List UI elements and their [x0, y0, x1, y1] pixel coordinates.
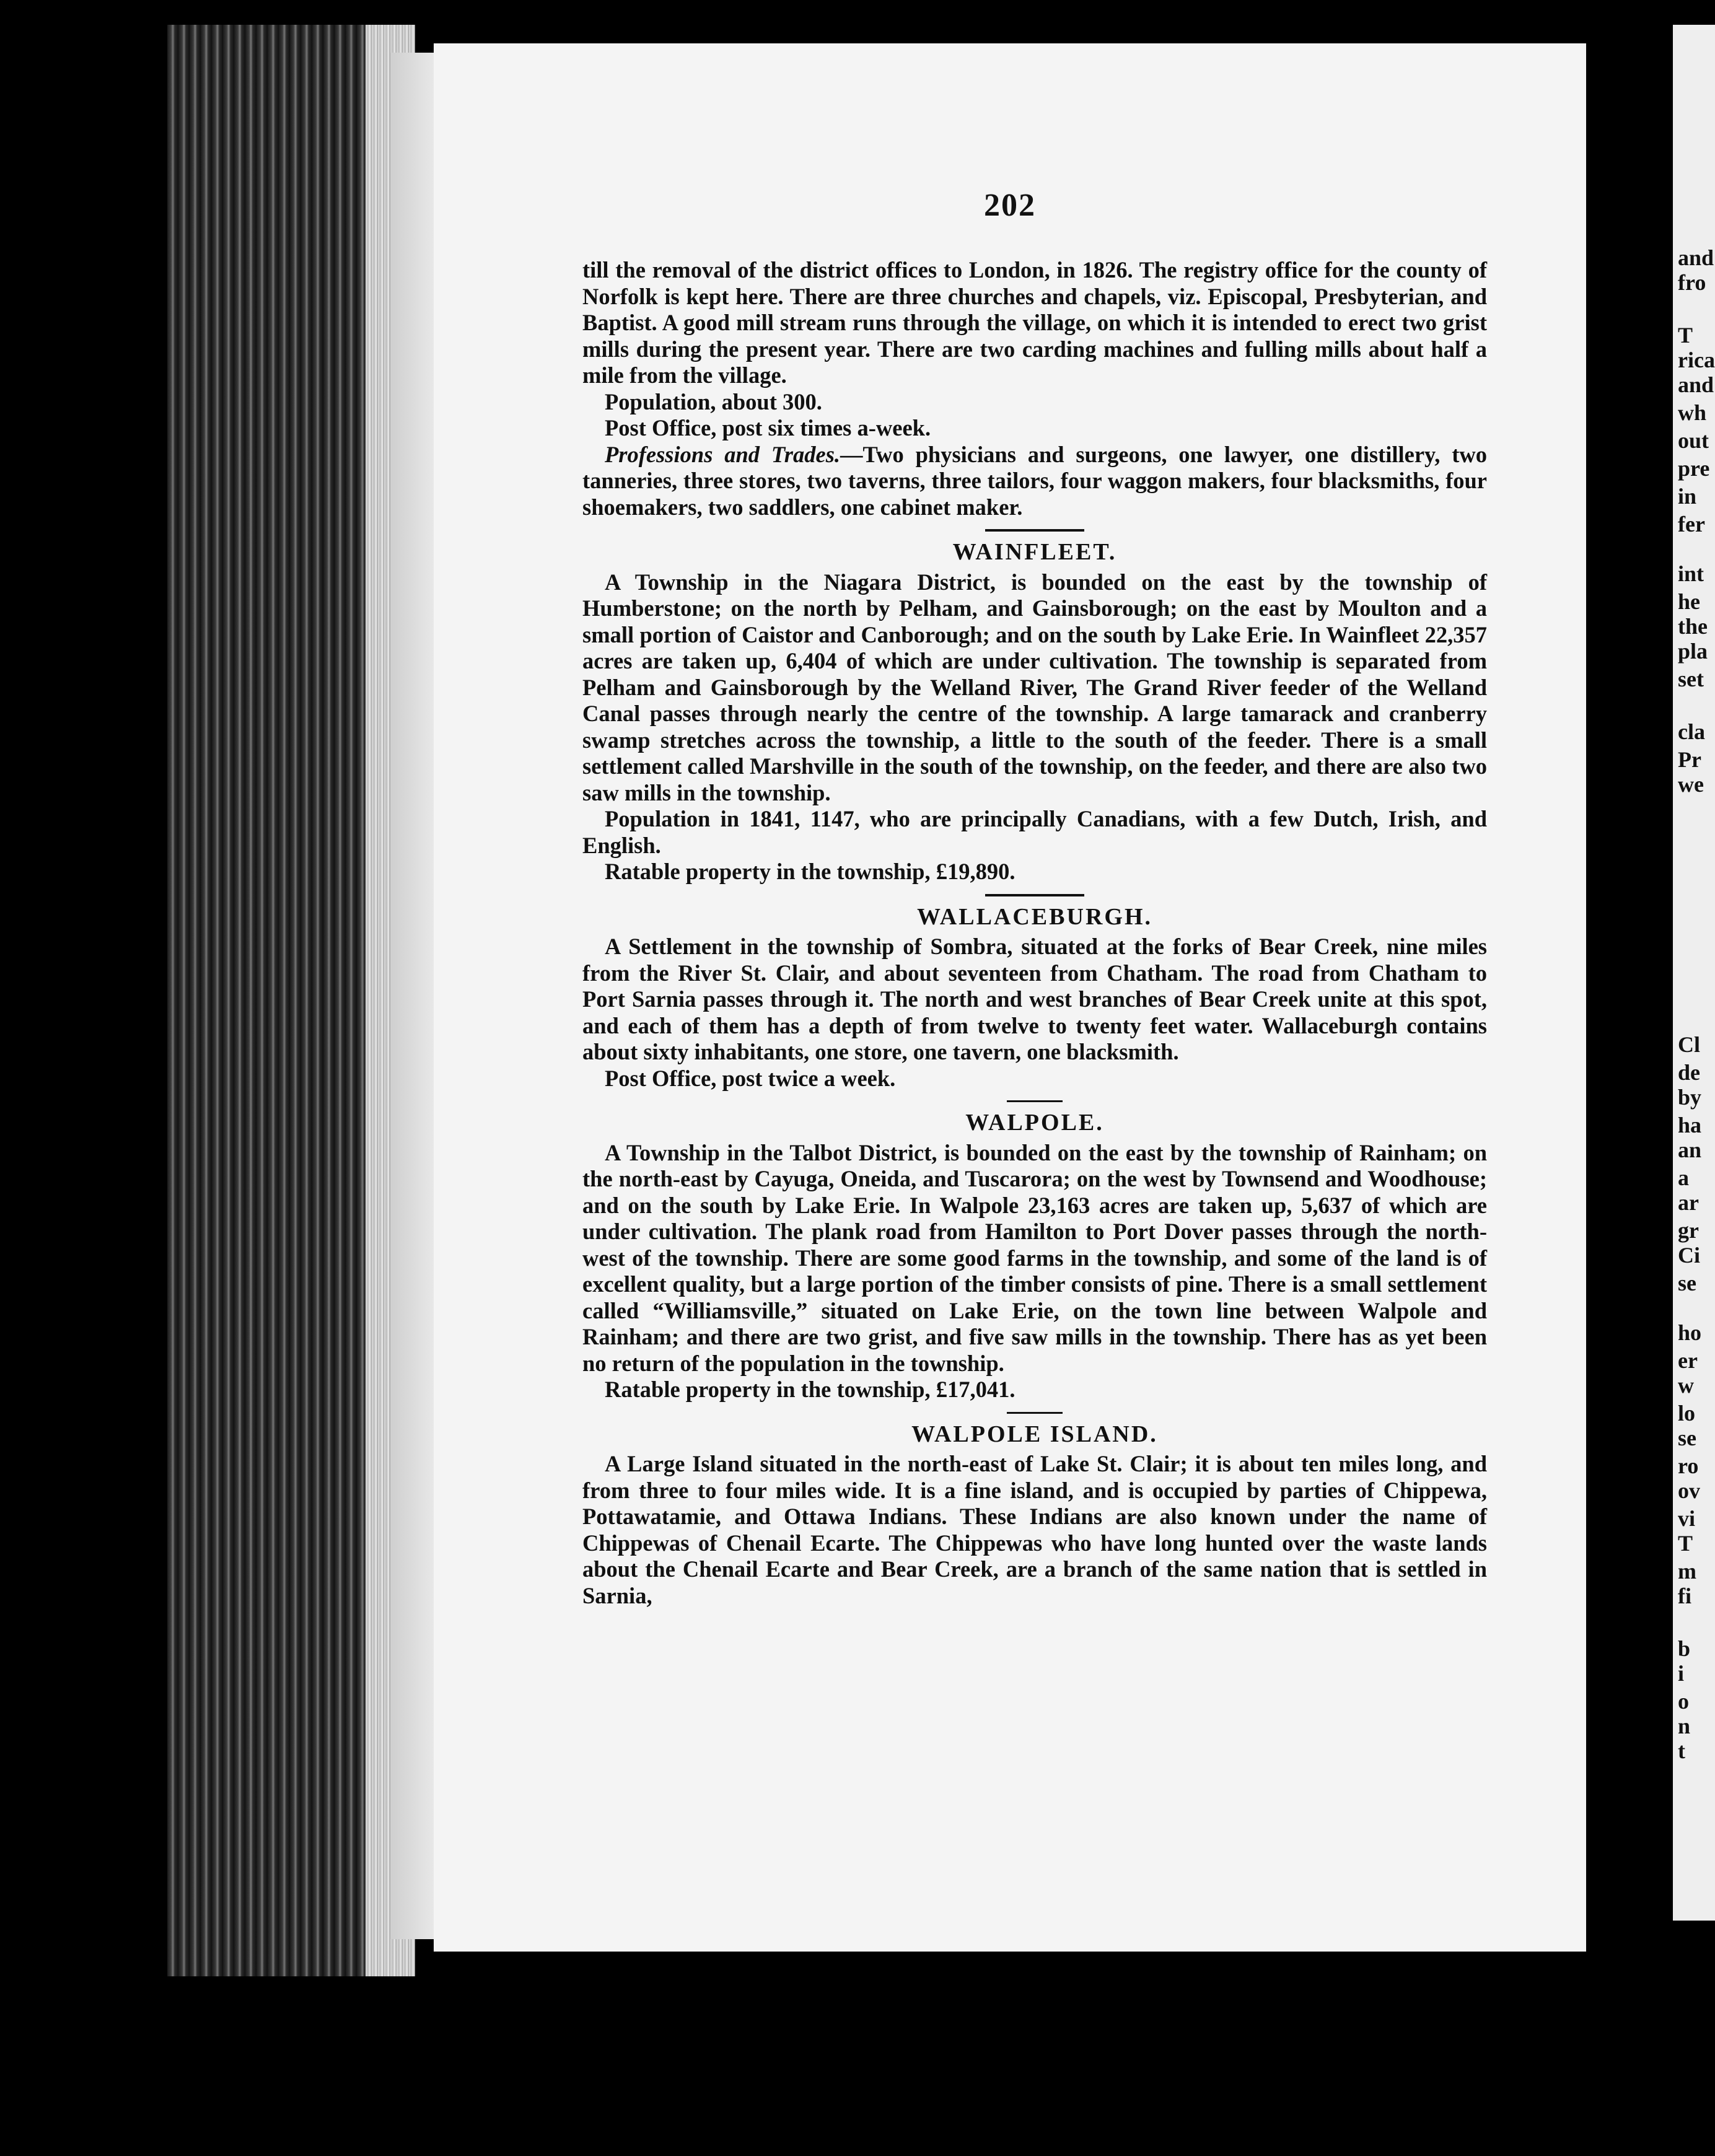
wainfleet-paragraph: A Township in the Niagara District, is bounded on the east by the township of Humberstone; on the north by Pelham, and Gainsborough; on the east by Moulton and a small portion of Caistor and Canborough; and on the south by Lake Erie. In Wainfleet 22,357 acres are taken up, 6,404 of which are under cultivation. The township is separated from Pelham and Gainsborough by the Welland River, The Grand River feeder of the Welland Canal passes through nearly the centre of the township. A large tamarack and cranberry swamp stretches across the township, a little to the south of the feeder. There is a small settlement called Marshville in the south of the township, on the feeder, and there are also two saw mills in the township.	[582, 569, 1487, 805]
facing-page-fragment: in	[1678, 484, 1697, 509]
gutter	[1586, 0, 1673, 2156]
facing-page-fragment: vi	[1678, 1506, 1696, 1531]
facing-page-fragment: pla	[1678, 639, 1708, 664]
book-page-edges	[167, 25, 415, 1976]
professions-label: Professions and Trades.	[605, 441, 841, 467]
facing-page-fragment: and	[1678, 372, 1714, 397]
facing-page-fragment: T	[1678, 323, 1693, 348]
facing-page	[1673, 25, 1715, 1921]
facing-page-fragment: he	[1678, 589, 1700, 614]
facing-page-fragment: wh	[1678, 400, 1707, 425]
book-page	[434, 43, 1586, 1952]
facing-page-fragment: fro	[1678, 270, 1706, 295]
facing-page-fragment: Pr	[1678, 747, 1701, 772]
facing-page-fragment: de	[1678, 1060, 1700, 1085]
facing-page-fragment: the	[1678, 614, 1708, 639]
facing-page-fragment: se	[1678, 1426, 1696, 1450]
intro-post-office: Post Office, post six times a-week.	[605, 415, 931, 440]
facing-page-fragment: T	[1678, 1531, 1693, 1556]
intro-population: Population, about 300.	[605, 388, 822, 414]
facing-page-fragment: gr	[1678, 1218, 1699, 1243]
wainfleet-ratable: Ratable property in the township, £19,890.	[605, 859, 1015, 884]
facing-page-fragment: rica	[1678, 348, 1715, 372]
walpole-ratable: Ratable property in the township, £17,041.	[605, 1377, 1015, 1402]
intro-professions	[582, 442, 1487, 521]
facing-page-fragment: ar	[1678, 1190, 1699, 1215]
facing-page-fragment: fi	[1678, 1584, 1691, 1608]
page-text	[582, 257, 1487, 1609]
facing-page-fragment: int	[1678, 561, 1704, 586]
facing-page-fragment: n	[1678, 1714, 1691, 1738]
heading-wallaceburgh: WALLACEBURGH.	[917, 903, 1152, 930]
facing-page-fragment: lo	[1678, 1401, 1696, 1426]
facing-page-fragment: t	[1678, 1738, 1685, 1763]
facing-page-fragment: o	[1678, 1689, 1689, 1714]
facing-page-fragment: w	[1678, 1373, 1694, 1398]
heading-walpole-island: WALPOLE ISLAND.	[911, 1421, 1158, 1447]
facing-page-fragment: out	[1678, 428, 1709, 453]
wallaceburgh-post-office: Post Office, post twice a week.	[605, 1065, 896, 1091]
walpole-paragraph: A Township in the Talbot District, is bounded on the east by the township of Rainham; on the north-east by Cayuga, Oneida, and Tuscarora; on the west by Townsend and Woodhouse; and on the south by Lake Erie. In Walpole 23,163 acres are taken up, 5,637 of which are under cultivation. The plank road from Hamilton to Port Dover passes through the north-west of the township. There are some good farms in the township, and some of the land is of excellent quality, but a large portion of the timber consists of pine. There is a small settlement called “Williamsville,” situated on Lake Erie, on the town line between Walpole and Rainham; and there are two grist, and five saw mills in the township. There has as yet been no return of the population in the township.	[582, 1139, 1487, 1376]
facing-page-fragment: b	[1678, 1636, 1691, 1661]
facing-page-fragment: ho	[1678, 1320, 1702, 1345]
facing-page-fragment: pre	[1678, 456, 1710, 481]
section-divider	[985, 529, 1084, 532]
facing-page-fragment: m	[1678, 1559, 1696, 1584]
facing-page-fragment: an	[1678, 1137, 1702, 1162]
page-number: 202	[984, 188, 1036, 223]
walpole-island-paragraph: A Large Island situated in the north-east of Lake St. Clair; it is about ten miles long, and from three to four miles wide. It is a fine island, and is occupied by parties of Chippewa, Pottawatamie, and Ottawa Indians. These Indians are also known under the name of Chippewas of Chenail Ecarte. The Chippewas who have long hunted over the waste lands about the Chenail Ecarte and Bear Creek, are a branch of the same nation that is settled in Sarnia,	[582, 1451, 1487, 1608]
professions-text: —Two physicians and surgeons, one lawyer, one distillery, two tanneries, three stores, two taverns, three tailors, four waggon makers, four blacksmiths, four shoemakers, two saddlers, one cabinet maker.	[582, 441, 1488, 520]
facing-page-fragment: by	[1678, 1085, 1702, 1110]
intro-paragraph: till the removal of the district offices to London, in 1826. The registry office for the county of Norfolk is kept here. There are three churches and chapels, viz. Episcopal, Presbyterian, and Baptist. A good mill stream runs through the village, on which it is intended to erect two grist mills during the present year. There are two carding machines and fulling mills about half a mile from the village.	[582, 257, 1487, 388]
facing-page-fragment: set	[1678, 667, 1704, 691]
facing-page-fragment: and	[1678, 245, 1714, 270]
wallaceburgh-paragraph: A Settlement in the township of Sombra, situated at the forks of Bear Creek, nine miles from the River St. Clair, and about seventeen from Chatham. The road from Chatham to Port Sarnia passes through it. The north and west branches of Bear Creek unite at this spot, and each of them has a depth of from twelve to twenty feet water. Wallaceburgh contains about sixty inhabitants, one store, one tavern, one blacksmith.	[582, 934, 1487, 1064]
heading-wainfleet: WAINFLEET.	[952, 539, 1117, 565]
heading-walpole: WALPOLE.	[965, 1110, 1104, 1136]
facing-page-fragment: fer	[1678, 512, 1705, 537]
facing-page-fragment: we	[1678, 772, 1704, 797]
facing-page-fragment: ha	[1678, 1113, 1702, 1137]
section-divider	[985, 894, 1084, 896]
section-divider	[1007, 1100, 1063, 1102]
facing-page-fragment: Cl	[1678, 1032, 1700, 1057]
facing-page-fragment: Ci	[1678, 1243, 1700, 1268]
facing-page-fragment: ro	[1678, 1453, 1699, 1478]
facing-page-fragment: i	[1678, 1661, 1685, 1686]
facing-page-fragment: er	[1678, 1348, 1698, 1373]
facing-page-fragment: cla	[1678, 719, 1705, 744]
facing-page-fragment: a	[1678, 1165, 1689, 1190]
wainfleet-population: Population in 1841, 1147, who are principally Canadians, with a few Dutch, Irish, and English.	[582, 806, 1487, 858]
facing-page-fragment: ov	[1678, 1478, 1700, 1503]
section-divider	[1007, 1412, 1063, 1414]
facing-page-fragment: se	[1678, 1271, 1696, 1295]
